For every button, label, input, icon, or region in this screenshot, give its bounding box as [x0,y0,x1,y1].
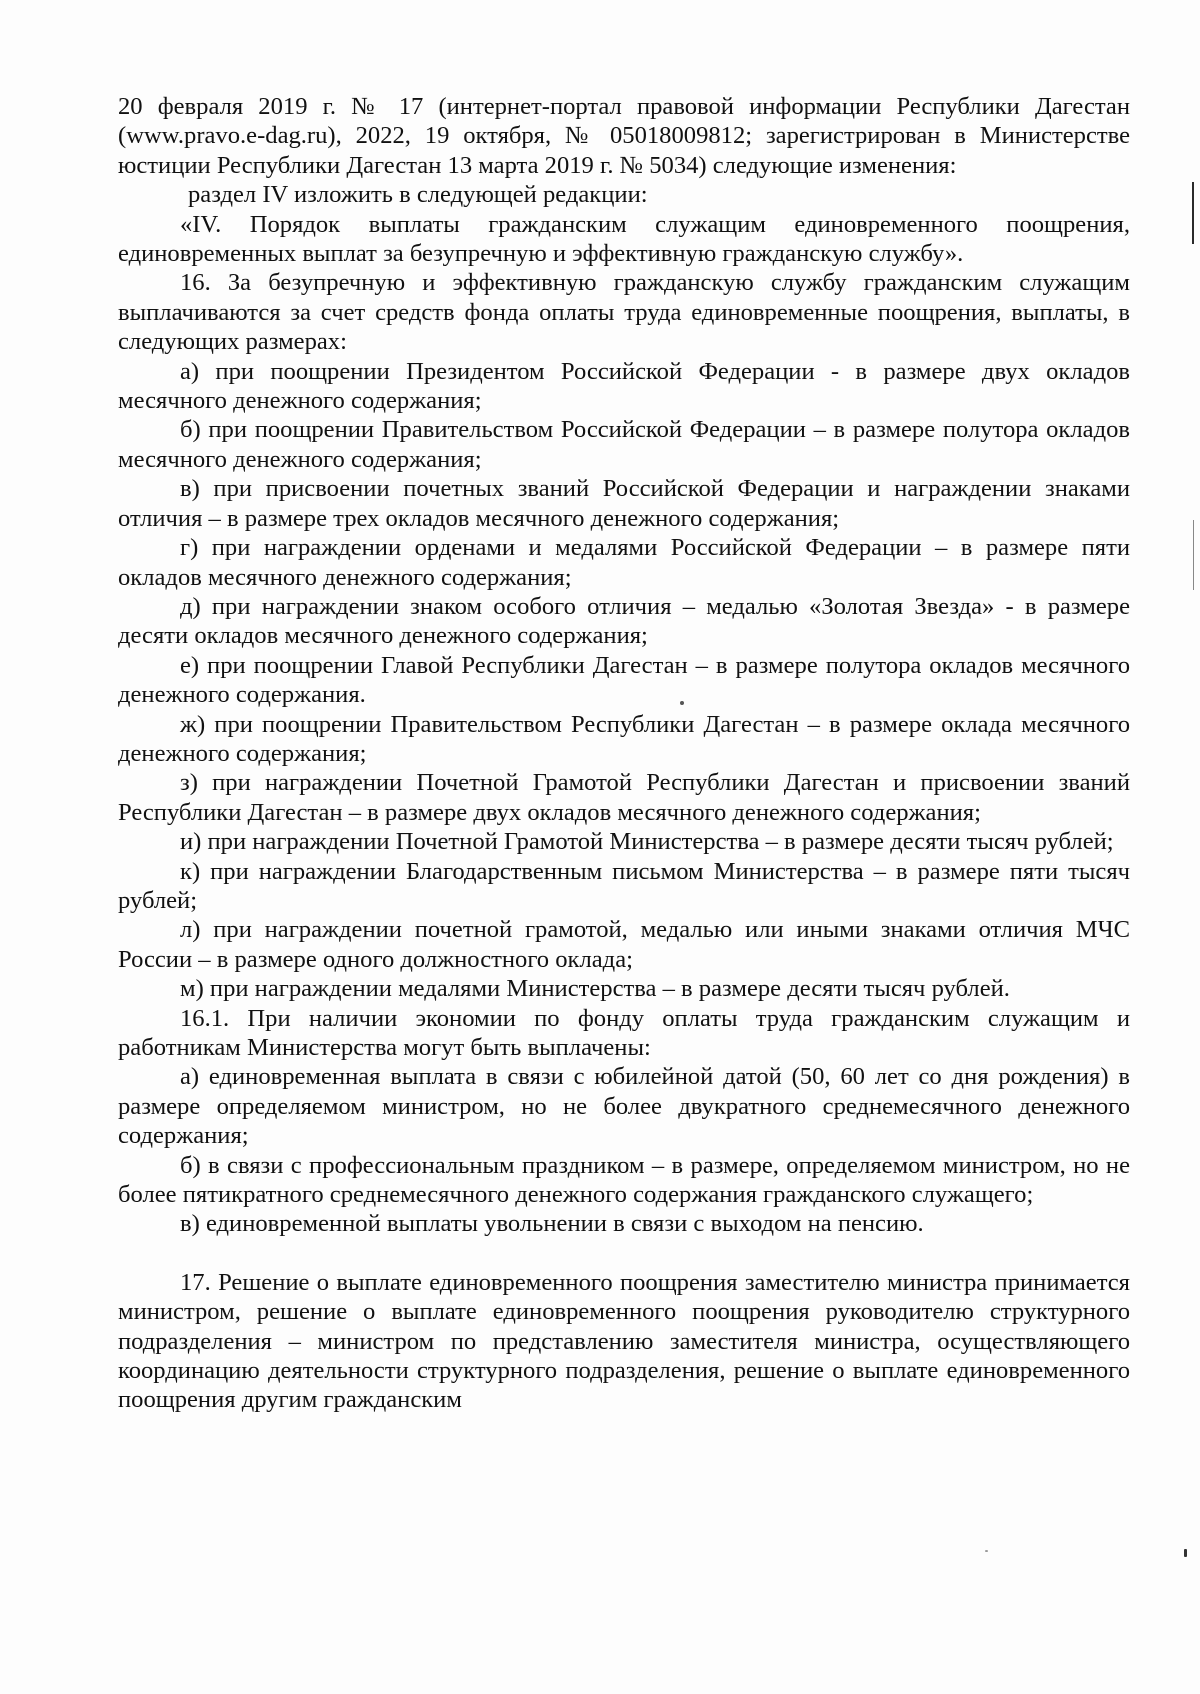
paragraph-16-i: и) при награждении Почетной Грамотой Министерства – в размере десяти тысяч рублей; [180,828,1114,856]
paragraph-section-iv-instruction: раздел IV изложить в следующей редакции: [188,181,648,209]
paragraph-16-1: 16.1. При наличии экономии по фонду оплаты труда гражданским служащим и работникам Министерства могут быть выплачены: [118,1004,1130,1061]
paragraph-16-z: з) при награждении Почетной Грамотой Республики Дагестан и присвоении званий Республики Дагестан – в размере двух окладов месячного денежного содержания; [118,769,1130,826]
scan-edge-mark [1193,520,1194,590]
paragraph-16-k: к) при награждении Благодарственным письмом Министерства – в размере пяти тысяч рублей; [118,857,1130,914]
paragraph-16-e: е) при поощрении Главой Республики Дагестан – в размере полутора окладов месячного денежного содержания. [118,651,1130,709]
paragraph-16-a: а) при поощрении Президентом Российской Федерации - в размере двух окладов месячного денежного содержания; [118,357,1130,415]
paragraph-16-1-a: а) единовременная выплата в связи с юбилейной датой (50, 60 лет со дня рождения) в размере определяемом министром, но не более двукратного среднемесячного денежного содержания; [118,1063,1130,1150]
document-body [118,92,1130,1415]
paragraph-17: 17. Решение о выплате единовременного поощрения заместителю министра принимается министром, решение о выплате единовременного поощрения руководителю структурного подразделения – министром по представлению заместителя министра, осуществляющего координацию деятельности структурного подразделения, решение о выплате единовременного поощрения другим гражданским [118,1268,1130,1414]
paragraph-intro: 20 февраля 2019 г. № 17 (интернет-портал правовой информации Республики Дагестан (www.pravo.e-dag.ru), 2022, 19 октября, № 05018009812; зарегистрирован в Министерстве юстиции Республики Дагестан 13 марта 2019 г. № 5034) следующие изменения: [118,93,1130,179]
paragraph-16-m: м) при награждении медалями Министерства – в размере десяти тысяч рублей. [180,975,1010,1003]
paragraph-16-d: д) при награждении знаком особого отличия – медалью «Золотая Звезда» - в размере десяти окладов месячного денежного содержания; [118,592,1130,650]
scan-edge-mark [1192,182,1194,244]
scan-speck [985,1550,988,1552]
scan-speck [1184,1549,1187,1557]
paragraph-16-1-b: б) в связи с профессиональным праздником – в размере, определяемом министром, но не более пятикратного среднемесячного денежного содержания гражданского служащего; [118,1151,1130,1209]
paragraph-16-l: л) при награждении почетной грамотой, медалью или иными знаками отличия МЧС России – в размере одного должностного оклада; [118,916,1130,973]
paragraph-16-v: в) при присвоении почетных званий Российской Федерации и награждении знаками отличия – в размере трех окладов месячного денежного содержания; [118,475,1130,532]
paragraph-16: 16. За безупречную и эффективную гражданскую службу гражданским служащим выплачиваются за счет средств фонда оплаты труда единовременные поощрения, выплаты, в следующих размерах: [118,269,1130,356]
paragraph-section-iv-title: «IV. Порядок выплаты гражданским служащим единовременного поощрения, единовременных выплат за безупречную и эффективную гражданскую службу». [118,210,1130,268]
scan-speck [680,701,684,705]
paragraph-16-g: г) при награждении орденами и медалями Российской Федерации – в размере пяти окладов месячного денежного содержания; [118,534,1130,591]
paragraph-16-b: б) при поощрении Правительством Российской Федерации – в размере полутора окладов месячного денежного содержания; [118,416,1130,473]
paragraph-16-1-v: в) единовременной выплаты увольнении в связи с выходом на пенсию. [180,1210,924,1238]
paragraph-16-zh: ж) при поощрении Правительством Республики Дагестан – в размере оклада месячного денежного содержания; [118,710,1130,767]
